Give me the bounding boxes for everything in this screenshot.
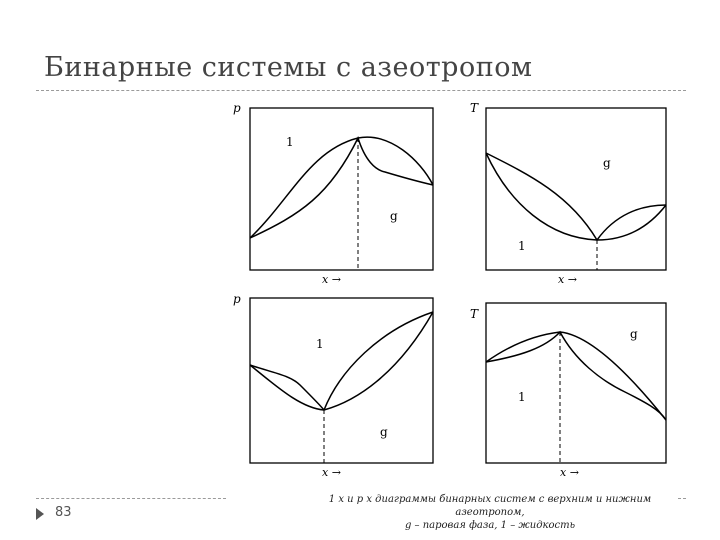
liquid-curve (486, 153, 666, 240)
gas-label: g (380, 425, 388, 439)
vapor-curve (250, 312, 433, 410)
diagram-tx-max (470, 303, 666, 479)
figure-caption (300, 493, 680, 532)
gas-label: g (603, 156, 611, 170)
gas-label: g (390, 209, 398, 223)
x-axis-label: x → (560, 466, 579, 479)
gas-label: g (630, 327, 638, 341)
page-title: Бинарные системы с азеотропом (44, 52, 533, 83)
bullet-arrow-icon (36, 508, 44, 520)
page-number: 83 (55, 505, 72, 520)
liquid-label: 1 (316, 337, 324, 351)
y-axis-label: p (233, 292, 241, 306)
diagram-frame (486, 108, 666, 270)
vapor-curve (486, 332, 666, 420)
diagram-px-min (233, 292, 433, 479)
caption-line-2: g – паровая фаза, 1 – жидкость (404, 520, 576, 531)
liquid-curve (250, 312, 433, 410)
y-axis-label: T (470, 101, 479, 115)
diagram-frame (486, 303, 666, 463)
diagram-frame (250, 108, 433, 270)
y-axis-label: p (233, 101, 241, 115)
vapor-curve (250, 138, 433, 238)
diagram-px-max (233, 101, 433, 286)
x-axis-label: x → (322, 273, 341, 286)
caption-line-1: 1 x и p x диаграммы бинарных систем с верхним и нижним азеотропом, (328, 494, 652, 518)
x-axis-label: x → (322, 466, 341, 479)
y-axis-label: T (470, 307, 479, 321)
liquid-label: 1 (286, 135, 294, 149)
x-axis-label: x → (558, 273, 577, 286)
liquid-label: 1 (518, 239, 526, 253)
liquid-label: 1 (518, 390, 526, 404)
footer-divider (36, 498, 226, 499)
diagram-tx-min (470, 101, 666, 286)
diagram-frame (250, 298, 433, 463)
liquid-curve (250, 137, 433, 238)
